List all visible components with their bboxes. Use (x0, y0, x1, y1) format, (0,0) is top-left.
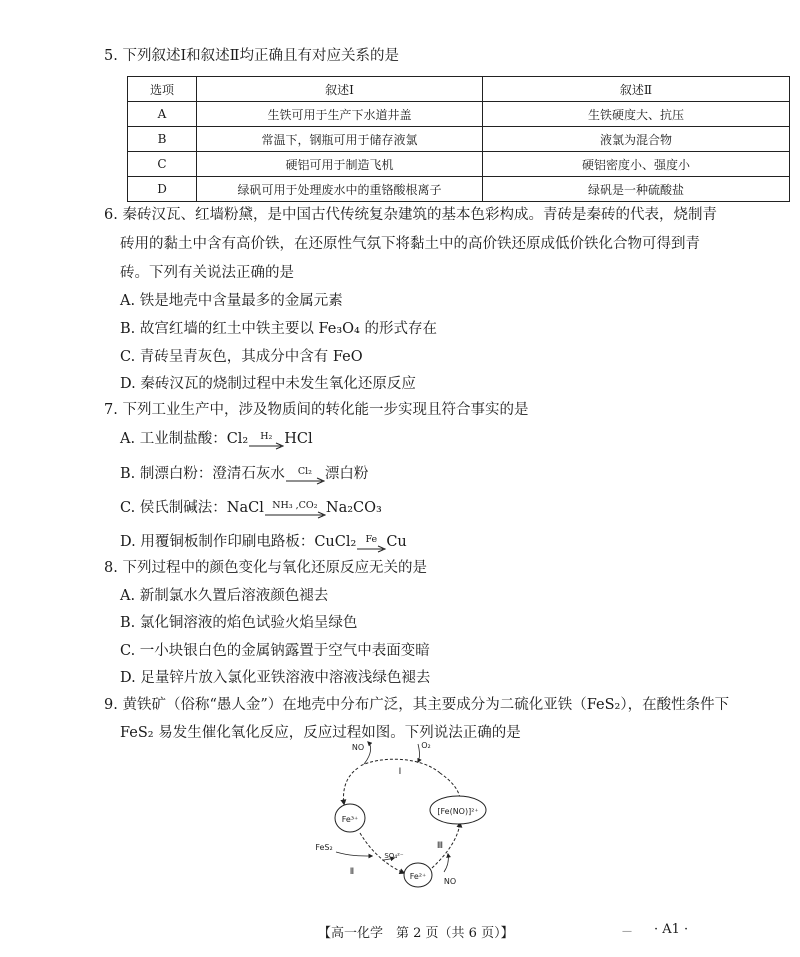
reaction-arrow (264, 501, 326, 519)
q6-option-a: A. 铁是地壳中含量最多的金属元素 (120, 293, 343, 309)
fe2-label: Fe²⁺ (409, 872, 427, 881)
table-header-row (128, 77, 790, 102)
reaction-arrow (285, 467, 325, 485)
table-cell: 液氯为混合物 (483, 127, 790, 152)
arrow-icon (356, 545, 386, 553)
table-header: 叙述Ⅱ (483, 77, 790, 102)
q6-option-c: C. 青砖呈青灰色，其成分中含有 FeO (120, 349, 363, 365)
reaction-cycle-diagram (300, 738, 500, 898)
branch-no-in (444, 854, 448, 872)
arrow-icon (248, 442, 284, 450)
q7-stem: 7. 下列工业生产中，涉及物质间的转化能一步实现且符合事实的是 (104, 402, 529, 418)
table-header: 叙述Ⅰ (197, 77, 483, 102)
arrow-icon (285, 477, 325, 485)
reaction-product: Na₂CO₃ (325, 500, 382, 516)
q9-line2: FeS₂ 易发生催化氧化反应，反应过程如图。下列说法正确的是 (120, 725, 521, 741)
table-cell: B (128, 127, 197, 152)
reaction-reactant: A. 工业制盐酸：Cl₂ (120, 431, 249, 447)
q8-stem: 8. 下列过程中的颜色变化与氧化还原反应无关的是 (104, 560, 427, 576)
q7-option-b (120, 463, 368, 485)
q6-option-b: B. 故宫红墙的红土中铁主要以 Fe₃O₄ 的形式存在 (120, 321, 437, 337)
table-row (128, 152, 790, 177)
q5-table (127, 76, 790, 202)
q9-line1: 9. 黄铁矿（俗称“愚人金”）在地壳中分布广泛，其主要成分为二硫化亚铁（FeS₂），在酸性条件下 (104, 697, 730, 713)
table-cell: D (128, 177, 197, 202)
table-cell: A (128, 102, 197, 127)
q8-option-a: A. 新制氯水久置后溶液颜色褪去 (120, 588, 329, 604)
page-footer: 【高一化学 第 2 页（共 6 页）】 (318, 926, 514, 941)
reaction-arrow (248, 432, 284, 450)
arc-right-top (440, 773, 460, 798)
table-cell: 绿矾可用于处理废水中的重铬酸根离子 (197, 177, 483, 202)
table-cell: 生铁可用于生产下水道井盖 (197, 102, 483, 127)
table-row (128, 102, 790, 127)
q6-line2: 砖用的黏土中含有高价铁，在还原性气氛下将黏土中的高价铁还原成低价铁化合物可得到青 (120, 236, 700, 252)
branch-no-out (364, 742, 371, 764)
step-3-label: Ⅲ (436, 841, 444, 851)
table-row (128, 127, 790, 152)
q7-option-c (120, 497, 382, 519)
branch-fes2-in (336, 852, 372, 856)
table-cell: 硬铝可用于制造飞机 (197, 152, 483, 177)
q8-option-b: B. 氯化铜溶液的焰色试验火焰呈绿色 (120, 615, 358, 631)
reaction-condition: NH₃ ,CO₂ (272, 500, 318, 511)
no-bottom-label: NO (443, 877, 457, 886)
footer-dash: — (622, 926, 632, 937)
reaction-product: 漂白粉 (324, 466, 369, 482)
arc-left-top (344, 768, 358, 804)
q8-option-d: D. 足量锌片放入氯化亚铁溶液中溶液浅绿色褪去 (120, 670, 431, 686)
q8-option-c: C. 一小块银白色的金属钠露置于空气中表面变暗 (120, 643, 430, 659)
reaction-arrow (356, 535, 386, 553)
page-mark: · A1 · (654, 922, 689, 937)
fes2-label: FeS₂ (315, 843, 333, 852)
q6-option-d: D. 秦砖汉瓦的烧制过程中未发生氧化还原反应 (120, 376, 416, 392)
arrow-icon (264, 511, 326, 519)
q6-line1: 6. 秦砖汉瓦、红墙粉黛，是中国古代传统复杂建筑的基本色彩构成。青砖是秦砖的代表，烧制青 (104, 207, 717, 223)
table-cell: 常温下，钢瓶可用于储存液氯 (197, 127, 483, 152)
q7-option-d (120, 531, 407, 553)
q6-line3: 砖。下列有关说法正确的是 (120, 265, 294, 281)
so4-label: SO₄²⁻ (384, 852, 404, 860)
table-cell: C (128, 152, 197, 177)
o2-label: O₂ (421, 741, 431, 750)
branch-o2-in (418, 744, 420, 762)
reaction-reactant: C. 侯氏制碱法：NaCl (120, 500, 264, 516)
reaction-reactant: D. 用覆铜板制作印刷电路板：CuCl₂ (120, 534, 357, 550)
reaction-reactant: B. 制漂白粉：澄清石灰水 (120, 466, 285, 482)
fe3-label: Fe³⁺ (341, 815, 359, 824)
table-header: 选项 (128, 77, 197, 102)
reaction-condition: Fe (365, 534, 378, 545)
q5-stem: 5. 下列叙述Ⅰ和叙述Ⅱ均正确且有对应关系的是 (104, 48, 400, 64)
no-top-label: NO (351, 743, 365, 752)
reaction-condition: H₂ (260, 431, 273, 442)
q7-option-a (120, 428, 313, 450)
reaction-product: Cu (386, 534, 407, 550)
table-cell: 生铁硬度大、抗压 (483, 102, 790, 127)
table-row (128, 177, 790, 202)
reaction-condition: Cl₂ (297, 466, 312, 477)
reaction-product: HCl (284, 431, 313, 447)
step-1-label: Ⅰ (398, 767, 402, 777)
complex-label: [Fe(NO)]²⁺ (437, 807, 479, 816)
step-2-label: Ⅱ (349, 867, 355, 877)
table-cell: 硬铝密度小、强度小 (483, 152, 790, 177)
table-cell: 绿矾是一种硫酸盐 (483, 177, 790, 202)
